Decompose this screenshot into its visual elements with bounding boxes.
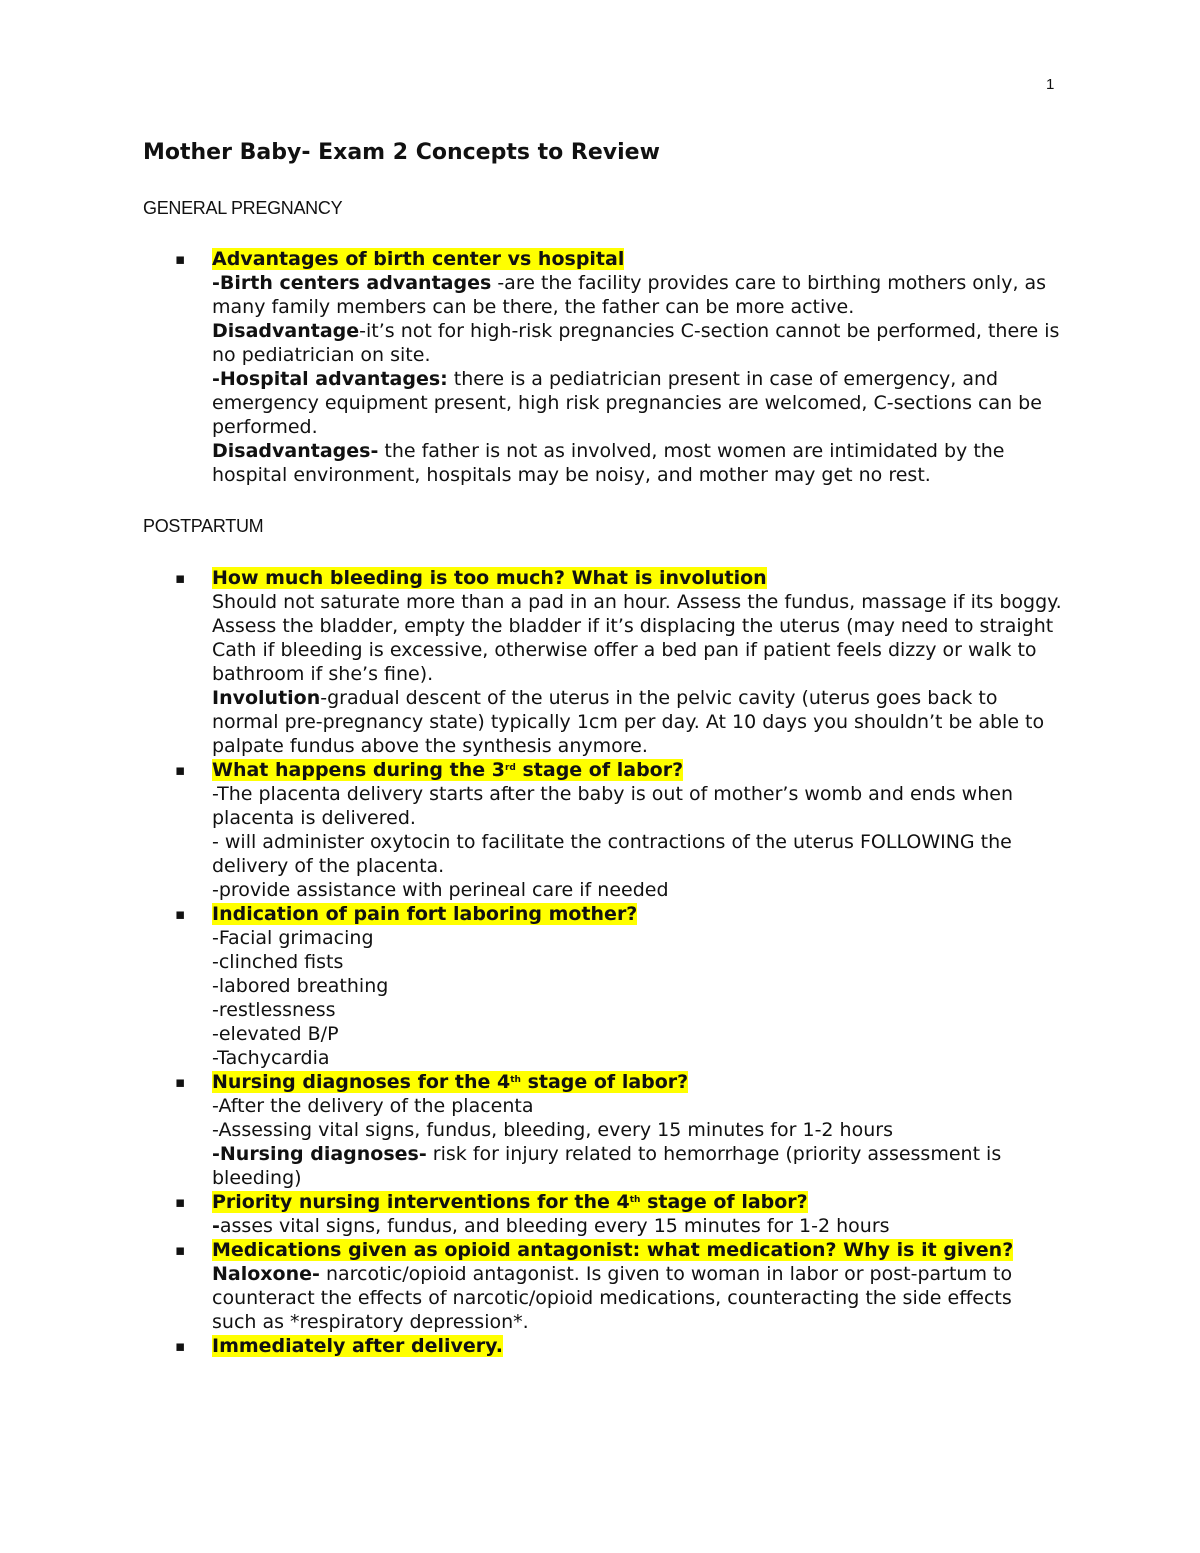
answer-line: -Birth centers advantages -are the facility provides care to birthing mothers only, as many family members can be there, the father can be more active. (212, 272, 1047, 318)
bullet-icon: ▪ (175, 761, 186, 779)
answer-line: -clinched fists (212, 951, 344, 973)
answer-line: Disadvantages- the father is not as involved, most women are intimidated by the hospital environment, hospitals may be noisy, and mother may get no rest. (212, 440, 1005, 486)
section-heading-postpartum: POSTPARTUM (143, 516, 264, 536)
bullet-icon: ▪ (175, 569, 186, 587)
bullet-icon: ▪ (175, 905, 186, 923)
list-item (0, 1334, 1062, 1358)
list-item (0, 1238, 1062, 1334)
question-text: Medications given as opioid antagonist: what medication? Why is it given? (212, 1239, 1014, 1261)
list-item (0, 1070, 1062, 1190)
question-text: Nursing diagnoses for the 4th stage of labor? (212, 1071, 689, 1093)
answer-line: -asses vital signs, fundus, and bleeding every 15 minutes for 1-2 hours (212, 1215, 890, 1237)
answer-line: Naloxone- narcotic/opioid antagonist. Is given to woman in labor or post-partum to counteract the effects of narcotic/opioid medications, counteracting the side effects such as *respiratory depression*. (212, 1263, 1013, 1333)
list-item (0, 1190, 1062, 1238)
answer-line: -Tachycardia (212, 1047, 330, 1069)
answer-line: -Hospital advantages: there is a pediatrician present in case of emergency, and emergency equipment present, high risk pregnancies are welcomed, C-sections can be performed. (212, 368, 1042, 438)
answer-line: Should not saturate more than a pad in an hour. Assess the fundus, massage if its boggy. Assess the bladder, empty the bladder if it’s displacing the uterus (may need to straight Cath if bleeding is excessive, otherwise offer a bed pan if patient feels dizzy or walk to bathroom if she’s fine). (212, 591, 1062, 685)
answer-line: -The placenta delivery starts after the baby is out of mother’s womb and ends when placenta is delivered. (212, 783, 1013, 829)
answer-line: -elevated B/P (212, 1023, 339, 1045)
question-text: Advantages of birth center vs hospital (212, 248, 625, 270)
question-text: How much bleeding is too much? What is involution (212, 567, 767, 589)
list-item (0, 247, 1062, 487)
list-item (0, 902, 1062, 1070)
answer-line: -After the delivery of the placenta (212, 1095, 534, 1117)
bullet-icon: ▪ (175, 1337, 186, 1355)
question-text: Immediately after delivery. (212, 1335, 504, 1357)
answer-line: Involution-gradual descent of the uterus in the pelvic cavity (uterus goes back to normal pre-pregnancy state) typically 1cm per day. At 10 days you shouldn’t be able to palpate fundus above the synthesis anymore. (212, 687, 1045, 757)
section-heading-general: GENERAL PREGNANCY (143, 198, 343, 218)
bullet-icon: ▪ (175, 1073, 186, 1091)
question-text: What happens during the 3rd stage of labor? (212, 759, 684, 781)
answer-line: - will administer oxytocin to facilitate the contractions of the uterus FOLLOWING the delivery of the placenta. (212, 831, 1012, 877)
bullet-icon: ▪ (175, 1193, 186, 1211)
answer-line: -labored breathing (212, 975, 389, 997)
postpartum-list (0, 566, 1062, 1358)
question-text: Indication of pain fort laboring mother? (212, 903, 638, 925)
answer-line: -Facial grimacing (212, 927, 374, 949)
bullet-icon: ▪ (175, 250, 186, 268)
answer-line: -Nursing diagnoses- risk for injury related to hemorrhage (priority assessment is bleeding) (212, 1143, 1002, 1189)
list-item (0, 758, 1062, 902)
bullet-icon: ▪ (175, 1241, 186, 1259)
answer-line: -Assessing vital signs, fundus, bleeding, every 15 minutes for 1-2 hours (212, 1119, 893, 1141)
list-item (0, 566, 1062, 758)
page-title: Mother Baby- Exam 2 Concepts to Review (143, 140, 660, 165)
answer-line: -provide assistance with perineal care if needed (212, 879, 669, 901)
question-text: Priority nursing interventions for the 4th stage of labor? (212, 1191, 808, 1213)
answer-line: Disadvantage-it’s not for high-risk pregnancies C-section cannot be performed, there is no pediatrician on site. (212, 320, 1060, 366)
page-number: 1 (1046, 76, 1055, 93)
general-list (0, 247, 1062, 487)
answer-line: -restlessness (212, 999, 336, 1021)
